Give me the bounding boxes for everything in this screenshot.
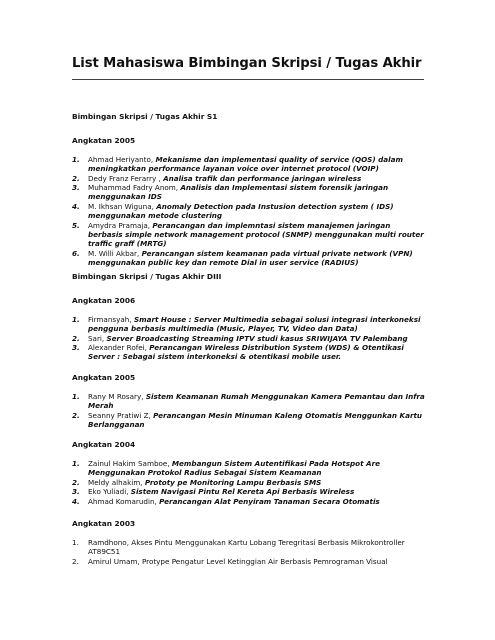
list-item <box>72 459 427 477</box>
title-underline <box>72 79 424 80</box>
item-author: Sari, <box>88 333 107 343</box>
diii-year-2003: Angkatan 2003 <box>72 519 136 528</box>
item-number: 2. <box>72 333 80 343</box>
list-item <box>72 392 427 410</box>
item-author: Eko Yuliadi, <box>88 487 131 497</box>
item-number: 1. <box>72 538 79 547</box>
item-title: Smart House : Server Multimedia sebagai solusi integrasi interkoneksi pengguna berbasis multimedia (Music, Player, TV, Video dan Data) <box>88 315 421 334</box>
item-author: Meldy alhakim, <box>88 477 145 487</box>
list-item <box>72 221 427 249</box>
list-item <box>72 497 427 506</box>
item-title: Server Broadcasting Streaming IPTV studi kasus SRIWIJAYA TV Palembang <box>106 333 408 343</box>
diii-2006-list <box>72 315 427 362</box>
item-author: Amirul Umam, <box>88 556 142 566</box>
item-author: Muhammad Fadry Anom, <box>88 183 181 193</box>
item-title: Perancangan dan implemntasi sistem manajemen jaringan berbasis simple network management protocol (SNMP) menggunakan multi router traffic graff (MRTG) <box>88 220 424 249</box>
item-number: 5. <box>72 220 80 230</box>
diii-year-2006: Angkatan 2006 <box>72 296 136 305</box>
item-author: Amydra Pramaja, <box>88 220 153 230</box>
diii-year-2004: Angkatan 2004 <box>72 440 136 449</box>
item-title: Analisis dan Implementasi sistem forensik jaringan menggunakan IDS <box>88 183 389 202</box>
item-number: 1. <box>72 155 80 164</box>
item-number: 2. <box>72 173 80 183</box>
list-item <box>72 343 427 361</box>
s1-year-2005: Angkatan 2005 <box>72 136 136 145</box>
item-title: Membangun Sistem Autentifikasi Pada Hotspot Are Menggunakan Protokol Radius Sebagai Sistem Keamanan <box>88 459 380 478</box>
item-number: 4. <box>72 201 80 211</box>
list-item <box>72 538 427 556</box>
item-author: Dedy Franz Ferarry , <box>88 173 164 183</box>
list-item <box>72 183 427 201</box>
list-item <box>72 487 427 496</box>
item-title: Perancangan sistem keamanan pada virtual private network (VPN) menggunakan public key dan remote Dial in user service (RADIUS) <box>88 248 413 267</box>
diii-2003-list <box>72 538 427 566</box>
item-title: Perancangan Alat Penyiram Tanaman Secara Otomatis <box>159 496 380 506</box>
list-item <box>72 411 427 429</box>
diii-2005-list <box>72 392 427 429</box>
item-number: 2. <box>72 410 80 420</box>
list-item <box>72 478 427 487</box>
list-item <box>72 155 427 173</box>
item-author: Alexander Rofei, <box>88 343 150 353</box>
item-author: Ramdhono, <box>88 538 132 547</box>
item-number: 2. <box>72 556 79 566</box>
item-title: Sistem Keamanan Rumah Menggunakan Kamera Pemantau dan Infra Merah <box>88 392 425 411</box>
item-number: 3. <box>72 343 80 353</box>
list-item <box>72 557 427 566</box>
item-number: 3. <box>72 183 80 193</box>
item-number: 1. <box>72 315 80 324</box>
diii-year-2005: Angkatan 2005 <box>72 373 136 382</box>
item-author: Zainul Hakim Samboe, <box>88 459 172 468</box>
item-title: Analisa trafik dan performance jaringan wireless <box>163 173 362 183</box>
item-title: Mekanisme dan implementasi quality of service (QOS) dalam meningkatkan performance layanan voice over internet protocol (VOIP) <box>88 155 403 174</box>
list-item <box>72 315 427 333</box>
list-item <box>72 334 427 343</box>
item-title: Anomaly Detection pada Instusion detection system ( IDS) menggunakan metode clustering <box>88 201 394 221</box>
item-number: 1. <box>72 459 80 468</box>
list-item <box>72 249 427 267</box>
item-author: Ahmad Heriyanto, <box>88 155 156 164</box>
item-author: Ahmad Komarudin, <box>88 496 160 506</box>
item-title: Akses Pintu Menggunakan Kartu Lobang Teregritasi Berbasis Mikrokontroller AT89C51 <box>88 538 405 557</box>
diii-2004-list <box>72 459 427 506</box>
item-number: 4. <box>72 496 80 506</box>
item-author: Rany M Rosary, <box>88 392 146 401</box>
list-item <box>72 202 427 220</box>
item-title: Sistem Navigasi Pintu Rel Kereta Api Berbasis Wireless <box>130 487 355 497</box>
item-title: Prototy pe Monitoring Lampu Berbasis SMS <box>144 477 322 487</box>
item-title: Perancangan Wireless Distribution System (WDS) & Otentikasi Server : Sebagai sistem interkoneksi & otentikasi mobile user. <box>88 343 404 362</box>
page-title: List Mahasiswa Bimbingan Skripsi / Tugas Akhir <box>72 56 422 71</box>
s1-list <box>72 155 427 267</box>
s1-heading: Bimbingan Skripsi / Tugas Akhir S1 <box>72 112 218 121</box>
item-number: 2. <box>72 477 80 487</box>
item-author: M. Willi Akbar, <box>88 248 142 258</box>
item-author: Seanny Pratiwi Z, <box>88 410 154 420</box>
item-number: 1. <box>72 392 80 401</box>
list-item <box>72 174 427 183</box>
item-title: Protype Pengatur Level Ketinggian Air Berbasis Pemrograman Visual <box>141 556 388 566</box>
item-title: Perancangan Mesin Minuman Kaleng Otomatis Menggunkan Kartu Berlangganan <box>88 410 423 429</box>
item-author: M. Ikhsan Wiguna, <box>88 201 157 211</box>
diii-heading: Bimbingan Skripsi / Tugas Akhir DIII <box>72 272 222 281</box>
item-number: 3. <box>72 487 80 497</box>
item-author: Firmansyah, <box>88 315 134 324</box>
item-number: 6. <box>72 248 80 258</box>
